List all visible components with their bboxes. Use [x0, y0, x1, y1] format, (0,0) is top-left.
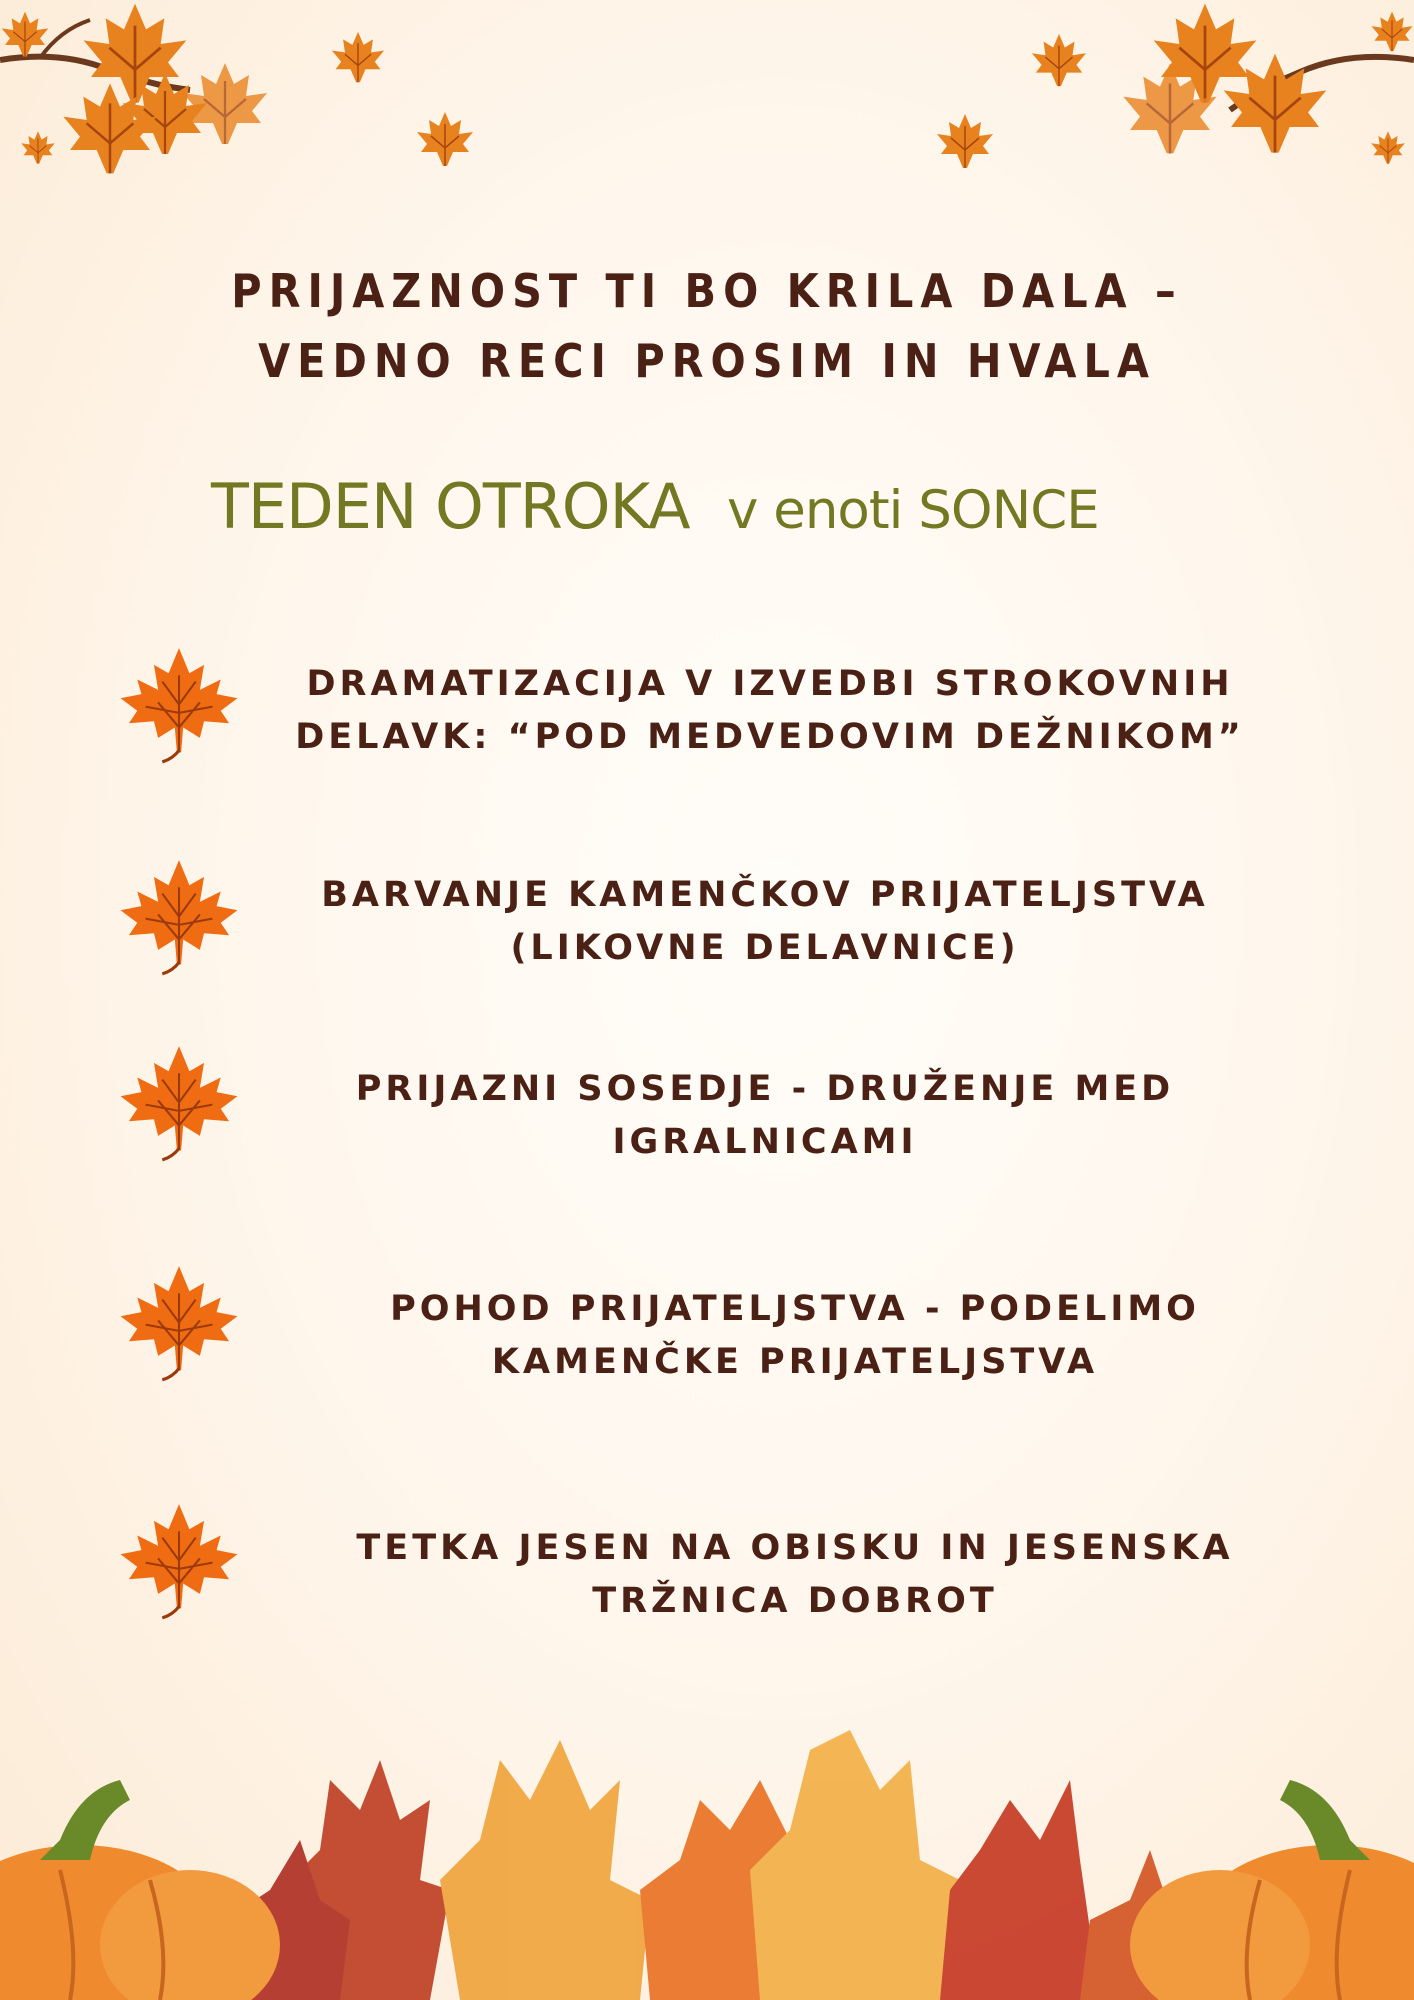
falling-leaf-icon — [1030, 32, 1088, 90]
motto-line-2: VEDNO RECI PROSIM IN HVALA — [258, 334, 1156, 388]
maple-leaf-icon — [116, 1262, 242, 1382]
maple-leaf-icon — [116, 1042, 242, 1162]
autumn-branch-top-right-decoration — [1120, 0, 1414, 190]
falling-leaf-icon — [935, 112, 995, 172]
activity-item — [280, 658, 1260, 764]
activity-item — [280, 869, 1250, 975]
maple-leaf-icon — [116, 1500, 242, 1620]
activity-line-1: BARVANJE KAMENČKOV PRIJATELJSTVA — [321, 875, 1209, 915]
activity-line-1: TETKA JESEN NA OBISKU IN JESENSKA — [356, 1528, 1234, 1568]
autumn-leaves-pumpkins-border — [0, 1720, 1414, 2000]
activity-line-2: (LIKOVNE DELAVNICE) — [510, 928, 1020, 968]
motto-line-1: PRIJAZNOST TI BO KRILA DALA – — [231, 264, 1183, 318]
activity-line-2: IGRALNICAMI — [612, 1122, 918, 1162]
activity-line-1: POHOD PRIJATELJSTVA - PODELIMO — [390, 1289, 1200, 1329]
falling-leaf-icon — [330, 30, 386, 86]
activity-item — [320, 1522, 1270, 1628]
activity-item — [300, 1063, 1230, 1169]
autumn-branch-top-left-decoration — [0, 0, 300, 190]
activity-line-1: PRIJAZNI SOSEDJE - DRUŽENJE MED — [355, 1069, 1175, 1109]
page-title-part-1: TEDEN OTROKA — [211, 470, 690, 543]
maple-leaf-icon — [116, 856, 242, 976]
activity-line-1: DRAMATIZACIJA V IZVEDBI STROKOVNIH — [306, 664, 1234, 704]
activity-item — [330, 1283, 1260, 1389]
motto — [0, 256, 1414, 396]
activity-line-2: DELAVK: “POD MEDVEDOVIM DEŽNIKOM” — [295, 717, 1245, 757]
page-title — [211, 470, 1099, 543]
activity-line-2: KAMENČKE PRIJATELJSTVA — [491, 1342, 1099, 1382]
falling-leaf-icon — [415, 110, 475, 170]
page-title-part-2: v enoti SONCE — [727, 480, 1099, 541]
maple-leaf-icon — [116, 644, 242, 764]
activity-line-2: TRŽNICA DOBROT — [592, 1581, 998, 1621]
